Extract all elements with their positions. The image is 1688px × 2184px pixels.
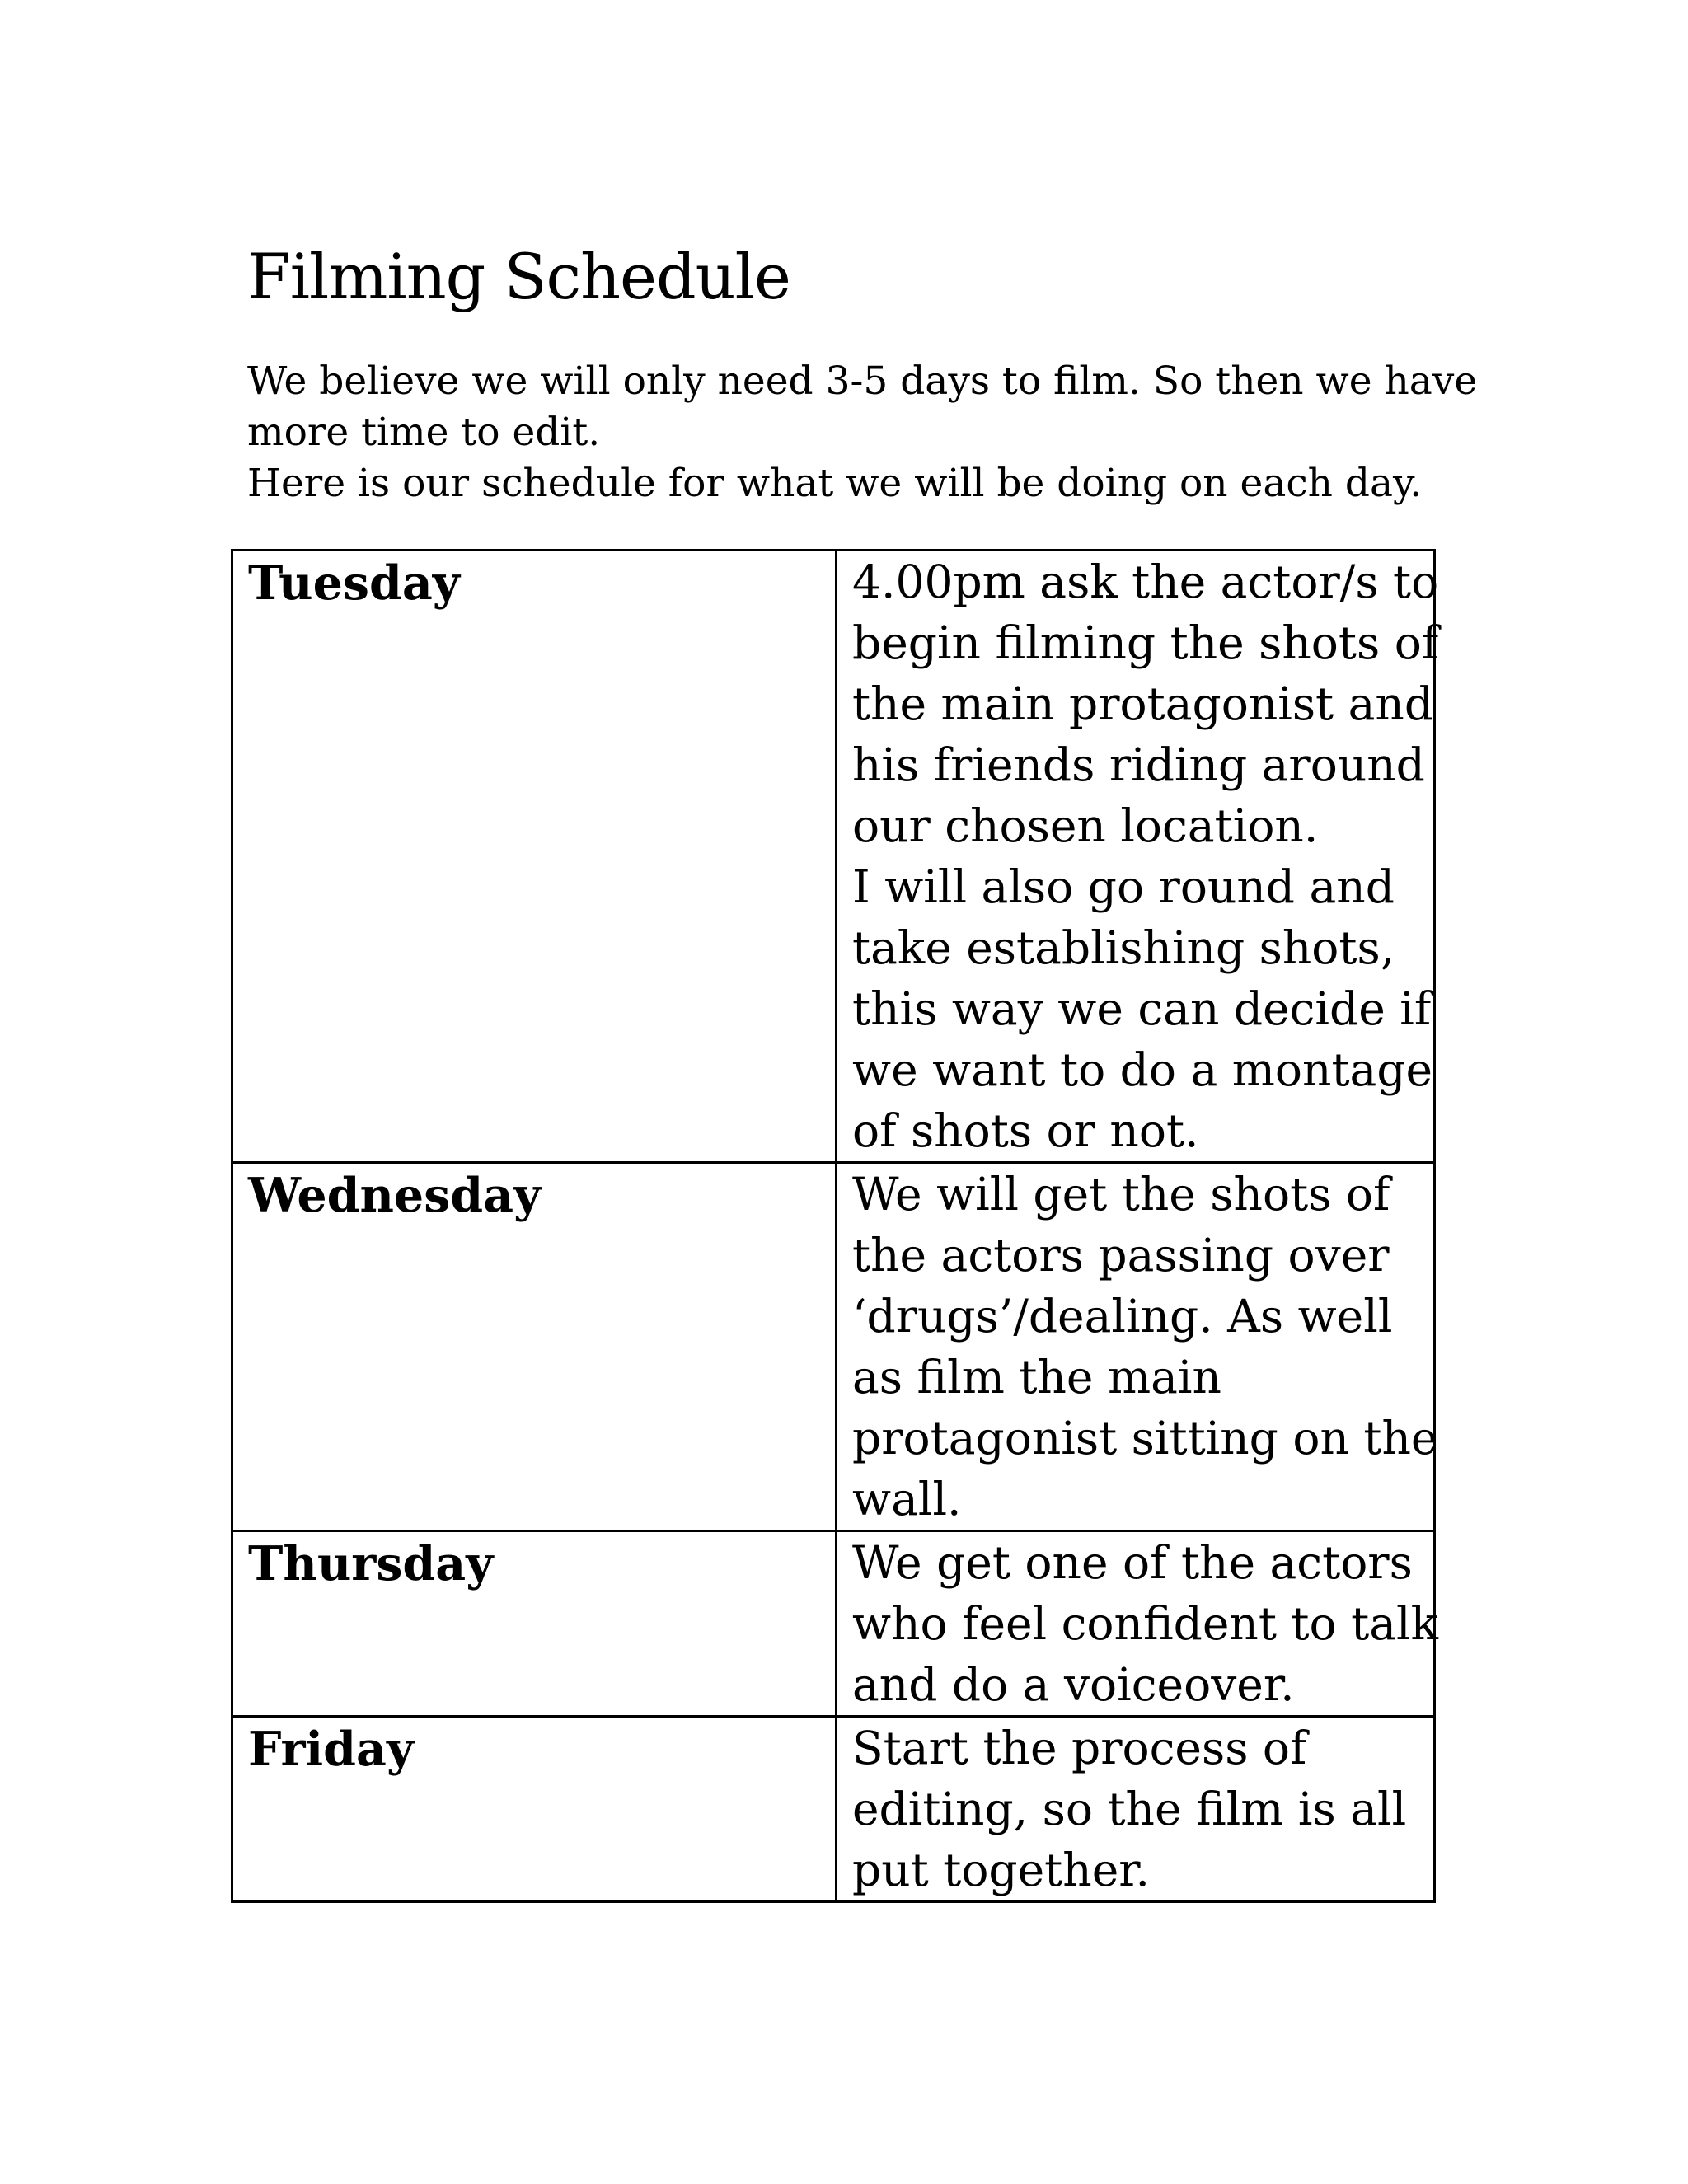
task-cell [837,1531,1438,1717]
day-cell [232,1163,837,1531]
day-cell [232,551,837,1163]
task-line: We will get the shots of [852,1168,1390,1221]
task-line: as film the main [852,1351,1221,1404]
task-line: begin filming the shots of [852,616,1439,669]
task-line: editing, so the film is all [852,1783,1407,1835]
intro-line: We believe we will only need 3-5 days to film. So then we have [247,359,1478,404]
task-line: take establishing shots, [852,921,1395,974]
task-cell [837,1717,1435,1902]
day-cell [232,1717,837,1902]
task-cell [837,1163,1438,1531]
task-line: this way we can decide if [852,982,1432,1035]
task-line: I will also go round and [852,860,1395,913]
task-line: his friends riding around [852,738,1425,791]
task-line: our chosen location. [852,799,1319,852]
day-label: Wednesday [248,1168,542,1223]
intro-line: Here is our schedule for what we will be doing on each day. [247,461,1423,506]
table-row [232,1163,1435,1531]
schedule-table [231,549,1439,1903]
page-title: Filming Schedule [247,240,790,313]
task-line: who feel confident to talk [852,1597,1438,1650]
task-line: We get one of the actors [852,1536,1413,1589]
day-cell [232,1531,837,1717]
table-row [232,551,1435,1163]
day-label: Tuesday [248,555,460,611]
table-row [232,1531,1435,1717]
intro-line: more time to edit. [247,410,601,455]
task-line: of shots or not. [852,1104,1199,1157]
task-line: 4.00pm ask the actor/s to [852,555,1439,608]
task-line: ‘drugs’/dealing. As well [852,1290,1393,1343]
task-line: wall. [852,1473,962,1526]
table-row [232,1717,1435,1902]
task-line: protagonist sitting on the [852,1412,1438,1465]
intro-paragraph [247,356,1484,509]
day-label: Friday [248,1722,415,1777]
task-line: put together. [852,1844,1150,1896]
task-line: the main protagonist and [852,677,1434,730]
task-line: Start the process of [852,1722,1307,1774]
task-line: we want to do a montage [852,1043,1433,1096]
task-line: and do a voiceover. [852,1658,1295,1711]
task-cell [837,551,1439,1163]
task-line: the actors passing over [852,1229,1390,1282]
day-label: Thursday [248,1536,494,1591]
